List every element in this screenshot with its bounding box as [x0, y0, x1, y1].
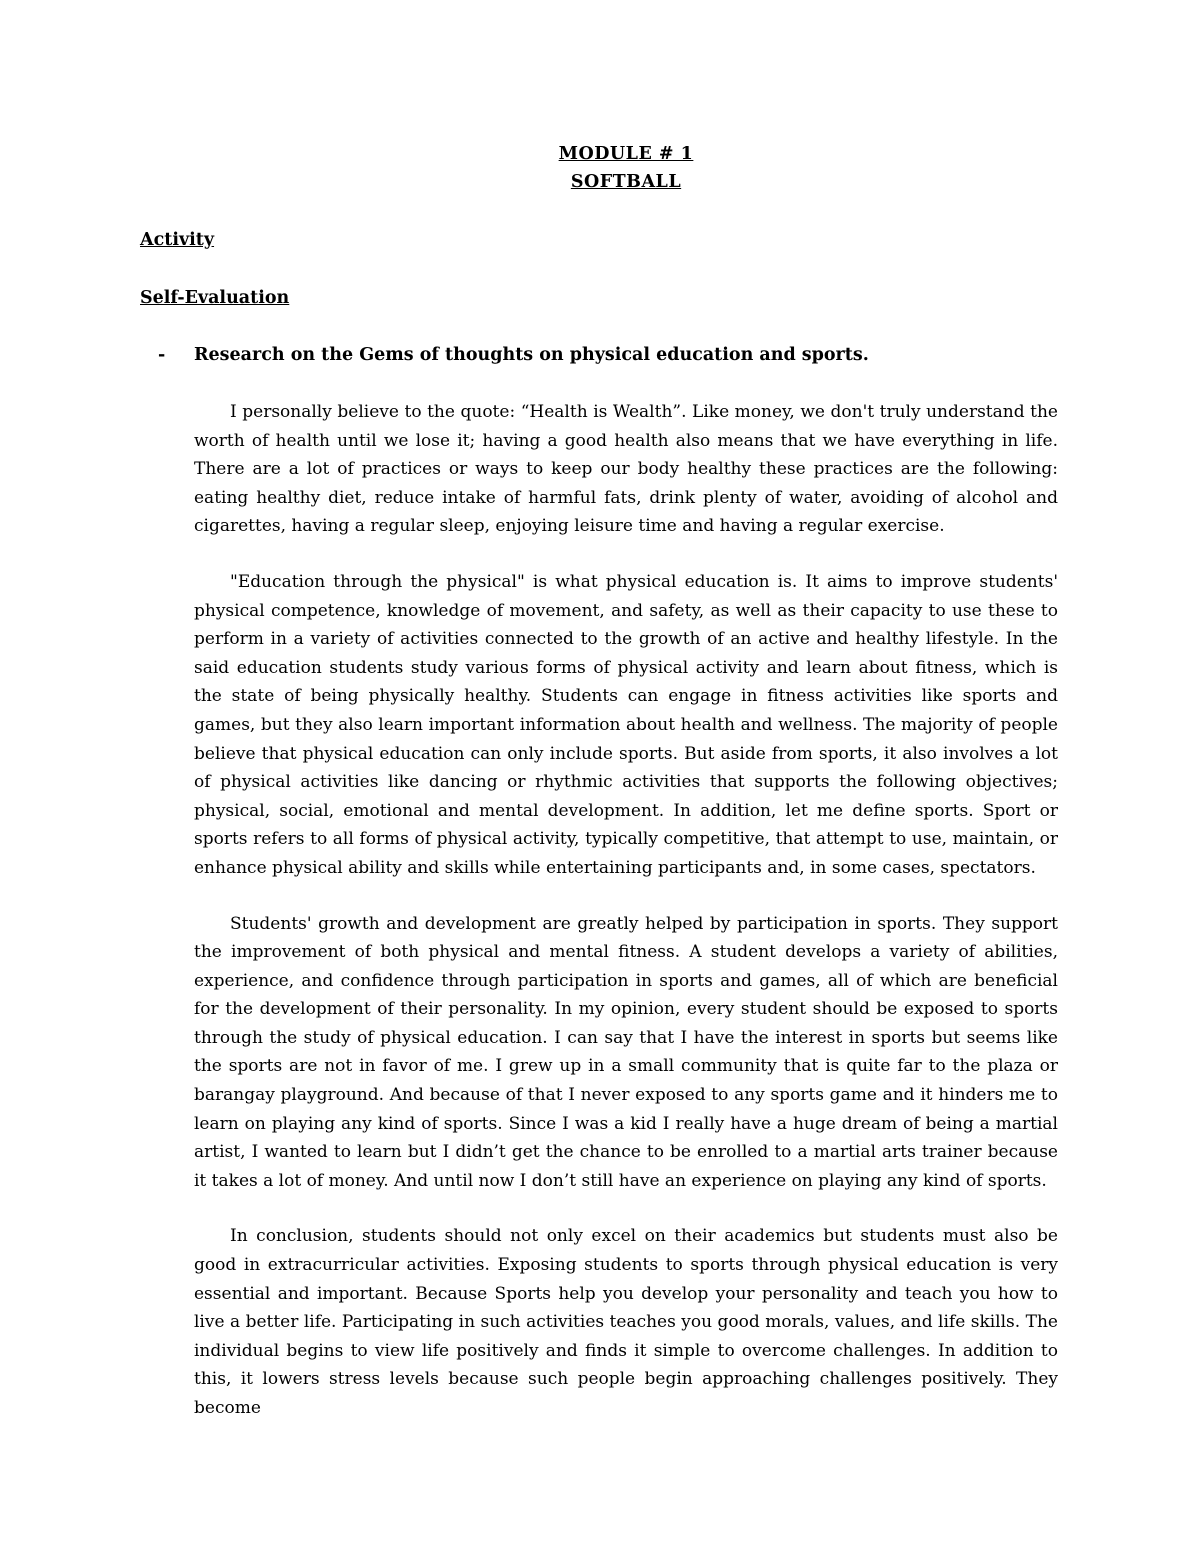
paragraph-conclusion: In conclusion, students should not only excel on their academics but students must also be good in extracurricular activities. Exposing students to sports through physical education is very essential and important. Because Sports help you develop your personality and teach you how to live a better life. Participating in such activities teaches you good morals, values, and life skills. The individual begins to view life positively and finds it simple to overcome challenges. In addition to this, it lowers stress levels because such people begin approaching challenges positively. They become: [194, 1226, 1058, 1418]
paragraph-education-through-physical: "Education through the physical" is what physical education is. It aims to improve students' physical competence, knowledge of movement, and safety, as well as their capacity to use these to perform in a variety of activities connected to the growth of an active and healthy lifestyle. In the said education students study various forms of physical activity and learn about fitness, which is the state of being physically healthy. Students can engage in fitness activities like sports and games, but they also learn important information about health and wellness. The majority of people believe that physical education can only include sports. But aside from sports, it also involves a lot of physical activities like dancing or rhythmic activities that supports the following objectives; physical, social, emotional and mental development. In addition, let me define sports. Sport or sports refers to all forms of physical activity, typically competitive, that attempt to use, maintain, or enhance physical ability and skills while entertaining participants and, in some cases, spectators.: [194, 571, 1058, 878]
heading-self-evaluation: Self-Evaluation: [140, 288, 290, 308]
bullet-dash: -: [158, 345, 166, 365]
paragraph-health-is-wealth: I personally believe to the quote: “Health is Wealth”. Like money, we don't truly understand the worth of health until we lose it; having a good health also means that we have everything in life. There are a lot of practices or ways to keep our body healthy these practices are the following: eating healthy diet, reduce intake of harmful fats, drink plenty of water, avoiding of alcohol and cigarettes, having a regular sleep, enjoying leisure time and having a regular exercise.: [194, 402, 1058, 537]
document-body: [140, 140, 1058, 1423]
document-title: [194, 140, 1058, 196]
paragraph-student-growth: Students' growth and development are greatly helped by participation in sports. They support the improvement of both physical and mental fitness. A student develops a variety of abilities, experience, and confidence through participation in sports and games, all of which are beneficial for the development of their personality. In my opinion, every student should be exposed to sports through the study of physical education. I can say that I have the interest in sports but seems like the sports are not in favor of me. I grew up in a small community that is quite far to the plaza or barangay playground. And because of that I never exposed to any sports game and it hinders me to learn on playing any kind of sports. Since I was a kid I really have a huge dream of being a martial artist, I wanted to learn but I didn’t get the chance to be enrolled to a martial arts trainer because it takes a lot of money. And until now I don’t still have an experience on playing any kind of sports.: [194, 913, 1058, 1191]
title-topic: SOFTBALL: [570, 172, 682, 192]
heading-activity: Activity: [140, 230, 215, 250]
research-bullet: [158, 341, 1058, 369]
title-module-number: MODULE # 1: [558, 144, 694, 164]
bullet-text: Research on the Gems of thoughts on physical education and sports.: [194, 345, 869, 365]
